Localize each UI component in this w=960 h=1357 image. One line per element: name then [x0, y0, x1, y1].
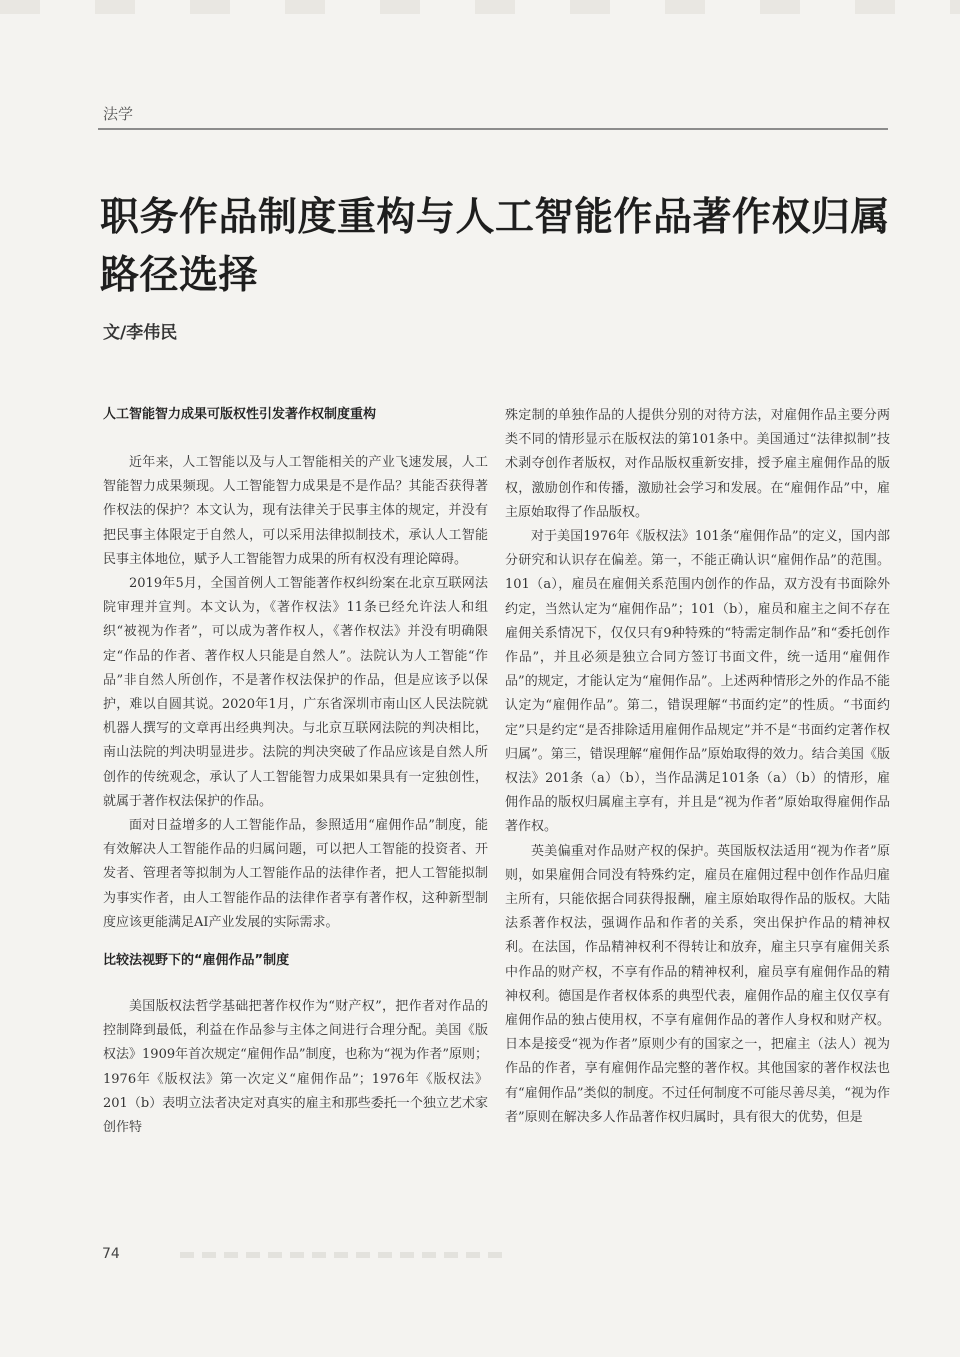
page-number: 74 — [102, 1246, 120, 1262]
article-title: 职务作品制度重构与人工智能作品著作权归属路径选择 — [100, 194, 891, 298]
paragraph: 近年来，人工智能以及与人工智能相关的产业飞速发展，人工智能智力成果频现。人工智能智力成果是不是作品？其能否获得著作权法的保护？本文认为，现有法律关于民事主体的规定，并没有把民事主体限定于自然人，可以采用法律拟制技术，承认人工智能民事主体地位，赋予人工智能智力成果的所有权没有理论障碍。 — [103, 455, 488, 567]
paragraph: 对于美国1976年《版权法》101条“雇佣作品”的定义，国内部分研究和认识存在偏差。第一，不能正确认识“雇佣作品”的范围。101（a），雇员在雇佣关系范围内创作的作品，双方没有书面除外约定，当然认定为“雇佣作品”；101（b），雇员和雇主之间不存在雇佣关系情况下，仅仅只有9种特殊的“特需定制作品”和“委托创作作品”，并且必须是独立合同方签订书面文件，统一适用“雇佣作品”的规定，才能认定为“雇佣作品”。上述两种情形之外的作品不能认定为“雇佣作品”。第二，错误理解“书面约定”的性质。“书面约定”只是约定“是否排除适用雇佣作品规定”并不是“书面约定著作权归属”。第三，错误理解“雇佣作品”原始取得的效力。结合美国《版权法》201条（a）（b），当作品满足101条（a）（b）的情形，雇佣作品的版权归属雇主享有，并且是“视为作者”原始取得雇佣作品著作权。 — [505, 529, 890, 835]
section-label: 法学 — [103, 105, 134, 123]
section-heading-2: 比较法视野下的“雇佣作品”制度 — [103, 953, 290, 969]
left-column — [103, 405, 488, 1140]
header-rule — [98, 128, 888, 130]
paragraph: 2019年5月，全国首例人工智能著作权纠纷案在北京互联网法院审理并宣判。本文认为，《著作权法》11条已经允许法人和组织“被视为作者”，可以成为著作权人，《著作权法》并没有明确限定“作品的作者、著作权人只能是自然人”。法院认为人工智能“作品”非自然人所创作，不是著作权法保护的作品，但是应该予以保护，难以自圆其说。2020年1月，广东省深圳市南山区人民法院就机器人撰写的文章再出经典判决。与北京互联网法院的判决相比，南山法院的判决明显进步。法院的判决突破了作品应该是自然人所创作的传统观念，承认了人工智能智力成果如果具有一定独创性，就属于著作权法保护的作品。 — [103, 576, 488, 809]
footer-watermark — [180, 1252, 510, 1258]
author-byline: 文/李伟民 — [103, 323, 178, 343]
top-margin-strip — [0, 0, 960, 14]
section-heading-1: 人工智能智力成果可版权性引发著作权制度重构 — [103, 407, 377, 422]
paragraph: 英美偏重对作品财产权的保护。英国版权法适用“视为作者”原则，如果雇佣合同没有特殊约定，雇员在雇佣过程中创作作品归雇主所有，只能依据合同获得报酬，雇主原始取得作品的版权。大陆法系著作权法，强调作品和作者的关系，突出保护作品的精神权利。在法国，作品精神权利不得转让和放弃，雇主只享有雇佣关系中作品的财产权，不享有作品的精神权利，雇员享有雇佣作品的精神权利。德国是作者权体系的典型代表，雇佣作品的雇主仅仅享有雇佣作品的独占使用权，不享有雇佣作品的著作人身权和财产权。日本是接受“视为作者”原则少有的国家之一，把雇主（法人）视为作品的作者，享有雇佣作品完整的著作权。其他国家的著作权法也有“雇佣作品”类似的制度。不过任何制度不可能尽善尽美，“视为作者”原则在解决多人作品著作权归属时，具有很大的优势，但是 — [505, 843, 890, 1125]
right-column — [505, 404, 890, 1130]
paragraph: 美国版权法哲学基础把著作权作为“财产权”，把作者对作品的控制降到最低，利益在作品参与主体之间进行合理分配。美国《版权法》1909年首次规定“雇佣作品”制度，也称为“视为作者”原则；1976年《版权法》第一次定义“雇佣作品”；1976年《版权法》201（b）表明立法者决定对真实的雇主和那些委托一个独立艺术家创作特 — [103, 999, 488, 1136]
paragraph: 面对日益增多的人工智能作品，参照适用“雇佣作品”制度，能有效解决人工智能作品的归属问题，可以把人工智能的投资者、开发者、管理者等拟制为人工智能作品的法律作者，把人工智能拟制为事实作者，由人工智能作品的法律作者享有著作权，这种新型制度应该更能满足AI产业发展的实际需求。 — [103, 818, 488, 930]
paragraph-continued: 殊定制的单独作品的人提供分别的对待方法，对雇佣作品主要分两类不同的情形显示在版权法的第101条中。美国通过“法律拟制”技术剥夺创作者版权，对作品版权重新安排，授予雇主雇佣作品的版权，激励创作和传播，激励社会学习和发展。在“雇佣作品”中，雇主原始取得了作品版权。 — [505, 408, 890, 520]
